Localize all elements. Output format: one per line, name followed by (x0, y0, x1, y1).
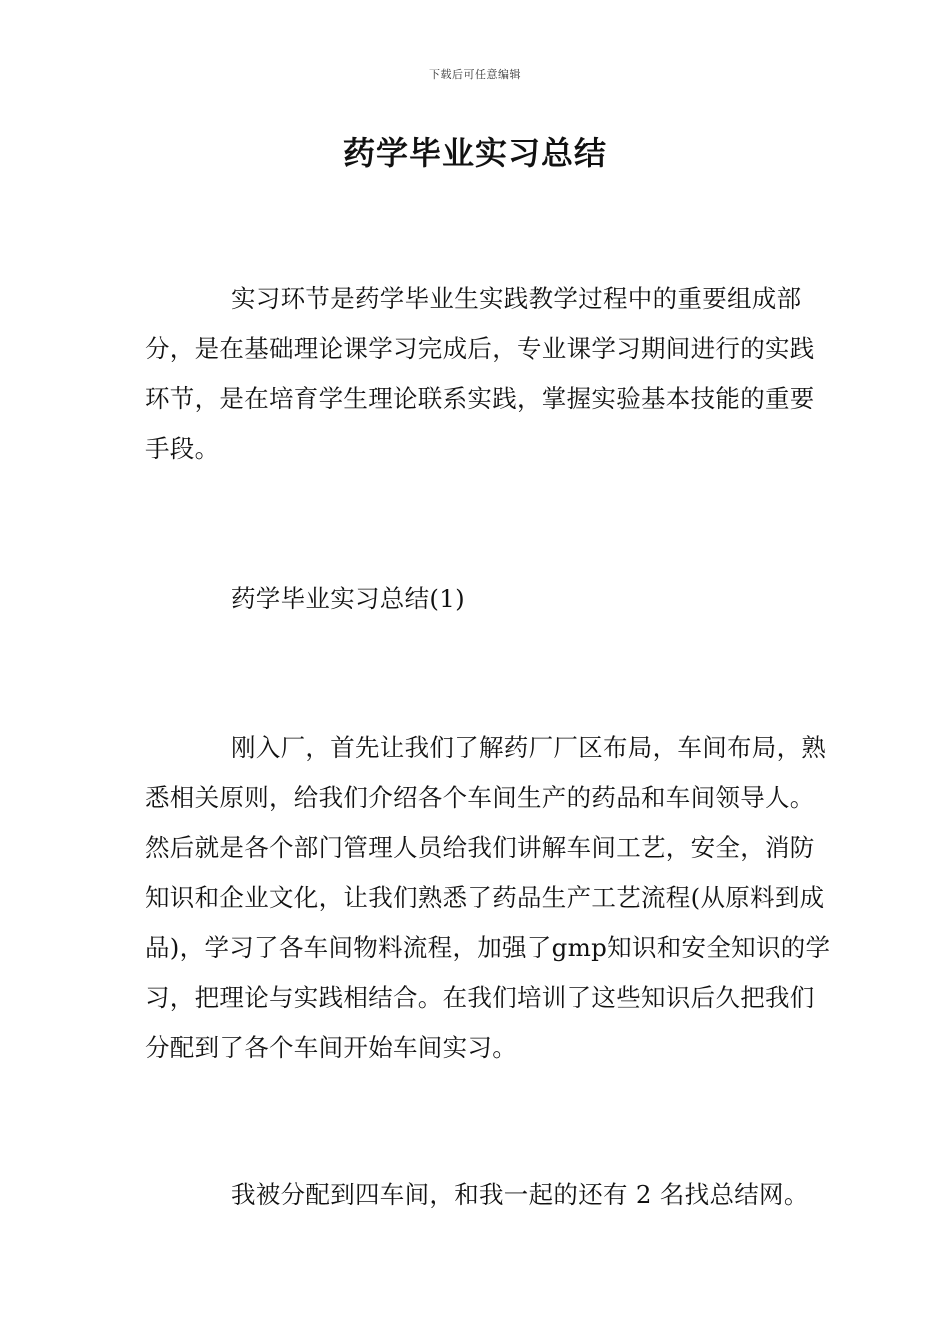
header-note: 下载后可任意编辑 (429, 68, 521, 81)
document-title: 药学毕业实习总结 (342, 134, 607, 172)
intro-paragraph: 实习环节是药学毕业生实践教学过程中的重要组成部分，是在基础理论课学习完成后，专业课学习期间进行的实践环节，是在培育学生理论联系实践，掌握实验基本技能的重要手段。 (145, 284, 815, 463)
body-paragraph-2: 我被分配到四车间，和我一起的还有 2 名找总结网。 (231, 1180, 809, 1209)
body-paragraph-1: 刚入厂，首先让我们了解药厂厂区布局，车间布局，熟悉相关原则，给我们介绍各个车间生产的药品和车间领导人。然后就是各个部门管理人员给我们讲解车间工艺，安全，消防知识和企业文化，让我们熟悉了药品生产工艺流程(从原料到成品)，学习了各车间物料流程，加强了gmp知识和安全知识的学习，把理论与实践相结合。在我们培训了这些知识后久把我们分配到了各个车间开始车间实习。 (145, 733, 831, 1062)
section-heading: 药学毕业实习总结(1) (231, 584, 466, 613)
